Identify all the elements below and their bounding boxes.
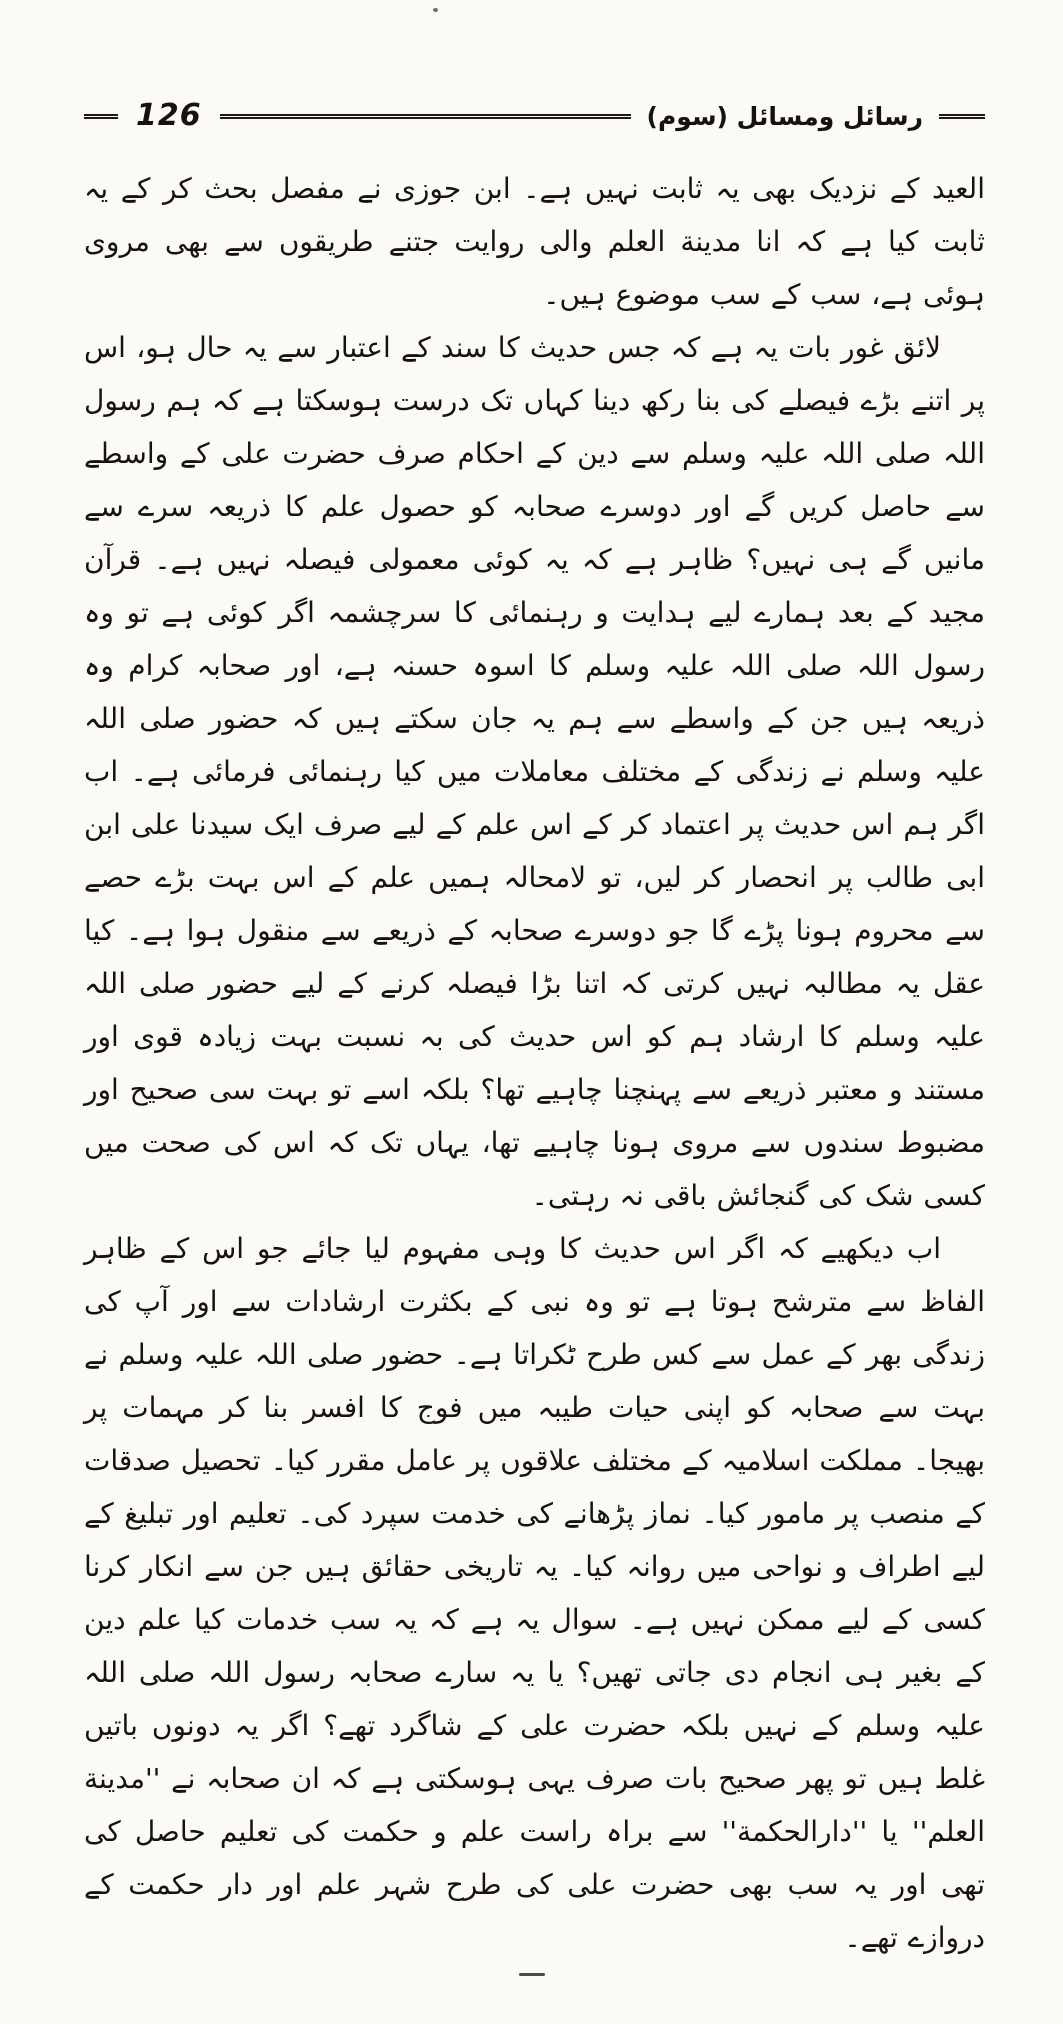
body-text [84, 162, 985, 1964]
paragraph: العید کے نزدیک بھی یہ ثابت نہیں ہے۔ ابن جوزی نے مفصل بحث کر کے یہ ثابت کیا ہے کہ انا مدینة العلم والی روایت جتنے طریقوں سے بھی مروی ہوئی ہے، سب کے سب موضوع ہیں۔ [84, 172, 985, 311]
paragraph: لائق غور بات یہ ہے کہ جس حدیث کا سند کے اعتبار سے یہ حال ہو، اس پر اتنے بڑے فیصلے کی بنا رکھ دینا کہاں تک درست ہوسکتا ہے کہ ہم رسول اللہ صلی اللہ علیہ وسلم سے دین کے احکام صرف حضرت علی کے واسطے سے حاصل کریں گے اور دوسرے صحابہ کو حصول علم کا ذریعہ سرے سے مانیں گے ہی نہیں؟ ظاہر ہے کہ یہ کوئی معمولی فیصلہ نہیں ہے۔ قرآن مجید کے بعد ہمارے لیے ہدایت و رہنمائی کا سرچشمہ اگر کوئی ہے تو وہ رسول اللہ صلی اللہ علیہ وسلم کا اسوہ حسنہ ہے، اور صحابہ کرام وہ ذریعہ ہیں جن کے واسطے سے ہم یہ جان سکتے ہیں کہ حضور صلی اللہ علیہ وسلم نے زندگی کے مختلف معاملات میں کیا رہنمائی فرمائی ہے۔ اب اگر ہم اس حدیث پر اعتماد کر کے اس علم کے لیے صرف ایک سیدنا علی ابن ابی طالب پر انحصار کر لیں، تو لامحالہ ہمیں علم کے اس بہت بڑے حصے سے محروم ہونا پڑے گا جو دوسرے صحابہ کے ذریعے سے منقول ہوا ہے۔ کیا عقل یہ مطالبہ نہیں کرتی کہ اتنا بڑا فیصلہ کرنے کے لیے حضور صلی اللہ علیہ وسلم کا ارشاد ہم کو اس حدیث کی بہ نسبت بہت زیادہ قوی اور مستند و معتبر ذریعے سے پہنچنا چاہیے تھا؟ بلکہ اسے تو بہت سی صحیح اور مضبوط سندوں سے مروی ہونا چاہیے تھا، یہاں تک کہ اس کی صحت میں کسی شک کی گنجائش باقی نہ رہتی۔ [84, 331, 985, 1212]
header-rule-right [939, 114, 985, 119]
header-rule-middle [220, 114, 631, 119]
page-number: 126 [136, 98, 202, 133]
header-rule-left [84, 114, 118, 119]
page-header [84, 96, 985, 136]
scan-artifact-top [433, 8, 438, 12]
book-title: رسائل ومسائل (سوم) [646, 101, 923, 131]
paragraph: اب دیکھیے کہ اگر اس حدیث کا وہی مفہوم لیا جائے جو اس کے ظاہر الفاظ سے مترشح ہوتا ہے تو وہ نبی کے بکثرت ارشادات سے اور آپ کی زندگی بھر کے عمل سے کس طرح ٹکراتا ہے۔ حضور صلی اللہ علیہ وسلم نے بہت سے صحابہ کو اپنی حیات طیبہ میں فوج کا افسر بنا کر مہمات پر بھیجا۔ مملکت اسلامیہ کے مختلف علاقوں پر عامل مقرر کیا۔ تحصیل صدقات کے منصب پر مامور کیا۔ نماز پڑھانے کی خدمت سپرد کی۔ تعلیم اور تبلیغ کے لیے اطراف و نواحی میں روانہ کیا۔ یہ تاریخی حقائق ہیں جن سے انکار کرنا کسی کے لیے ممکن نہیں ہے۔ سوال یہ ہے کہ یہ سب خدمات کیا علم دین کے بغیر ہی انجام دی جاتی تھیں؟ یا یہ سارے صحابہ رسول اللہ صلی اللہ علیہ وسلم کے نہیں بلکہ حضرت علی کے شاگرد تھے؟ اگر یہ دونوں باتیں غلط ہیں تو پھر صحیح بات صرف یہی ہوسکتی ہے کہ ان صحابہ نے ''مدینة العلم'' یا ''دارالحکمة'' سے براہ راست علم و حکمت کی تعلیم حاصل کی تھی اور یہ سب بھی حضرت علی کی طرح شہر علم اور دار حکمت کے دروازے تھے۔ [84, 1232, 985, 1954]
scan-artifact-bottom [519, 1973, 545, 1976]
